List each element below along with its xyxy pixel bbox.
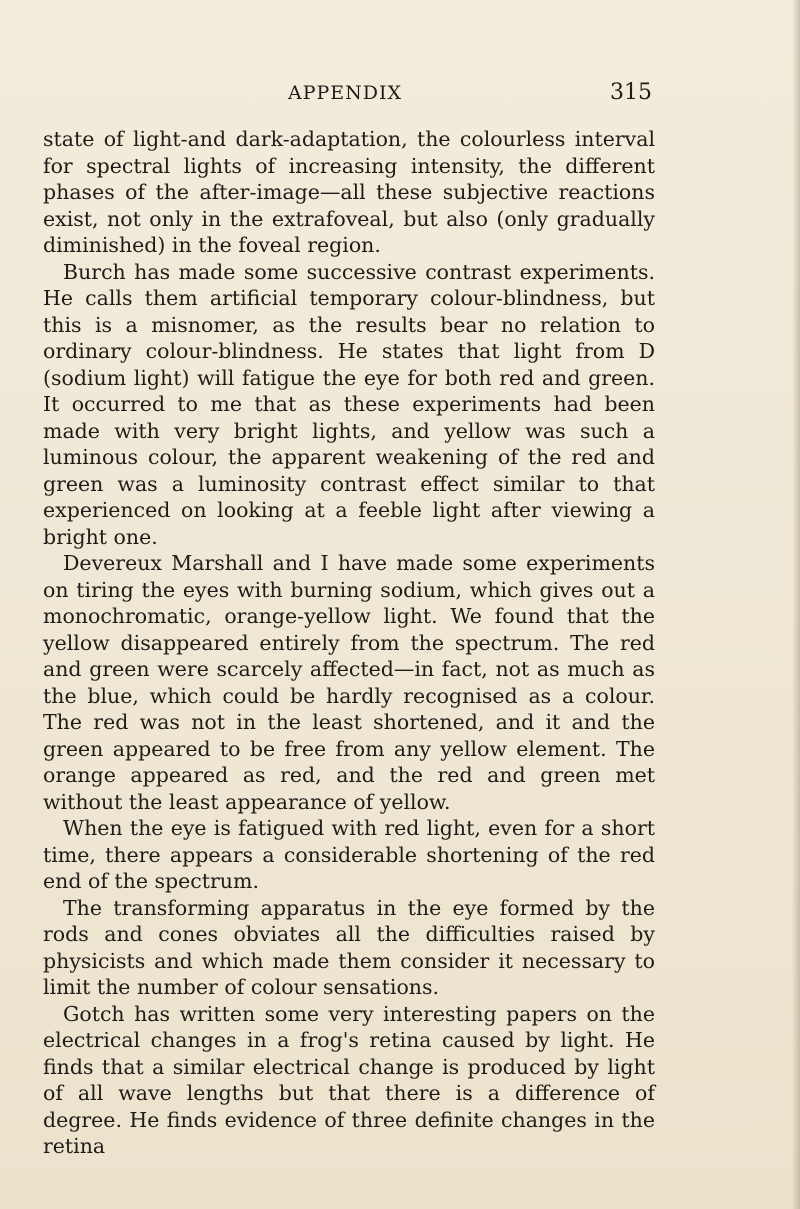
paragraph-transforming-apparatus: The transforming apparatus in the eye formed by the rods and cones obviates all the difficulties raised by physicists and which made them consider it necessary to limit the number of colour sensations.: [43, 895, 655, 999]
running-title: APPENDIX: [288, 82, 403, 104]
paragraph-devereux-marshall: Devereux Marshall and I have made some experiments on tiring the eyes with burning sodium, which gives out a monochromatic, orange-yellow light. We found that the yellow disappeared entirely from the spectrum. The red and green were scarcely affected—in fact, not as much as the blue, which could be hardly recognised as a colour. The red was not in the least shortened, and it and the green appeared to be free from any yellow element. The orange appeared as red, and the red and green met without the least appearance of yellow.: [43, 551, 655, 814]
page-edge-shadow: [792, 0, 800, 1209]
paragraph-gotch: Gotch has written some very interesting papers on the electrical changes in a frog's retina caused by light. He finds that a similar electrical change is produced by light of all wave lengths but that there is a difference of degree. He finds evidence of three definite changes in the retina: [43, 1001, 655, 1158]
page-number: 315: [610, 80, 652, 105]
body-text: [43, 126, 655, 1160]
paragraph-burch: Burch has made some successive contrast experiments. He calls them artificial temporary colour-blindness, but this is a misnomer, as the results bear no relation to ordinary colour-blindness. He states that light from D (sodium light) will fatigue the eye for both red and green. It occurred to me that as these experiments had been made with very bright lights, and yellow was such a luminous colour, the apparent weakening of the red and green was a luminosity contrast effect similar to that experienced on looking at a feeble light after viewing a bright one.: [43, 259, 655, 549]
page-header: [288, 82, 652, 112]
paragraph-continuation: state of light-and dark-adaptation, the colourless interval for spectral lights of increasing intensity, the different phases of the after-image—all these subjective reactions exist, not only in the extrafoveal, but also (only gradually diminished) in the foveal region.: [43, 127, 655, 257]
paragraph-red-fatigue: When the eye is fatigued with red light, even for a short time, there appears a considerable shortening of the red end of the spectrum.: [43, 816, 655, 893]
